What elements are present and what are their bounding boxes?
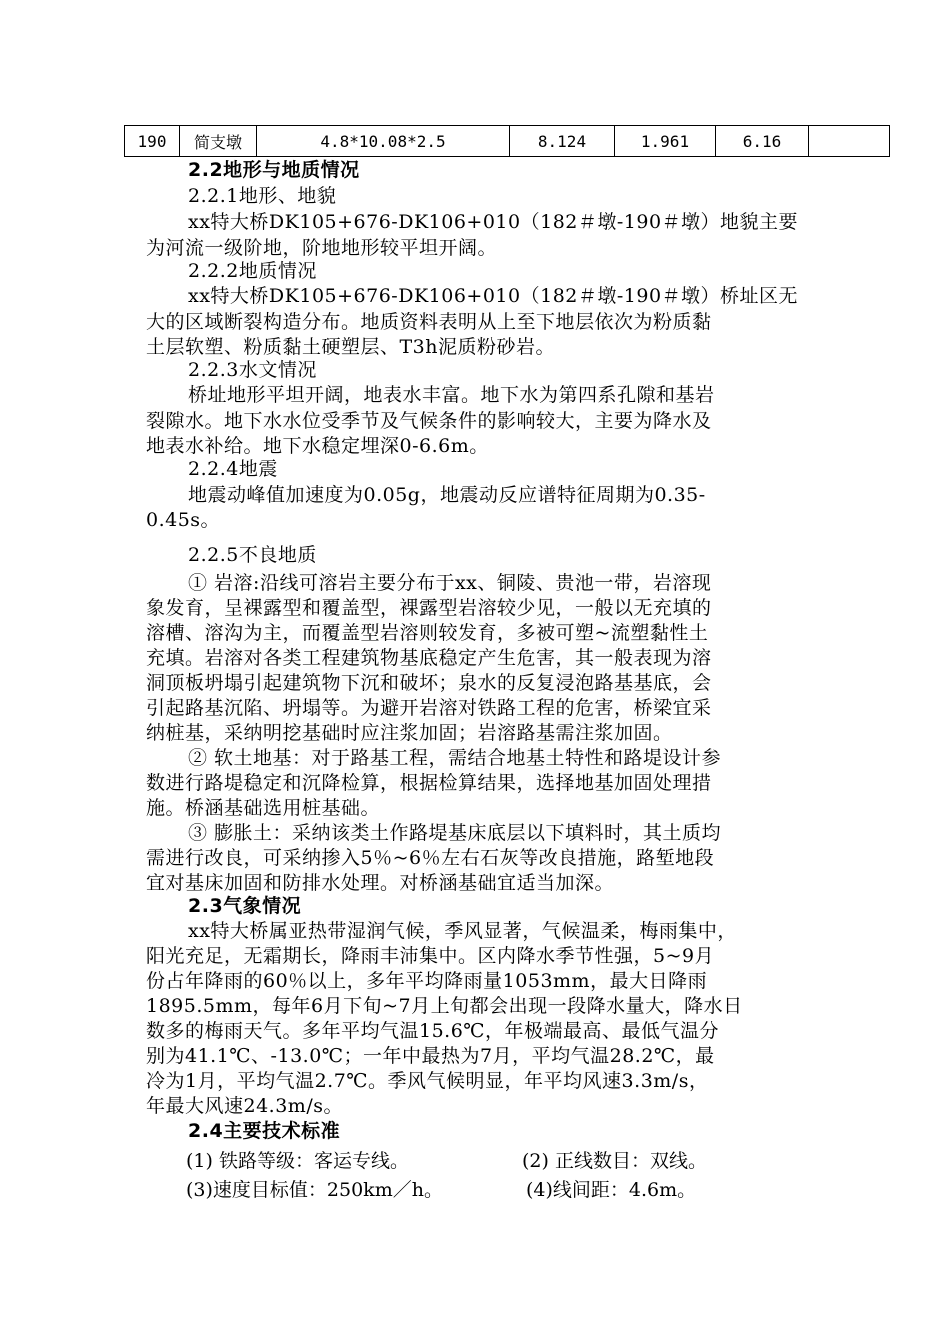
subheading-2-2-5: 2.2.5不良地质 — [188, 544, 317, 566]
paragraph-line: 地表水补给。地下水稳定埋深0-6.6m。 — [146, 435, 489, 457]
paragraph-line: 裂隙水。地下水水位受季节及气候条件的影响较大，主要为降水及 — [146, 410, 712, 432]
paragraph-line: 宜对基床加固和防排水处理。对桥涵基础宜适当加深。 — [146, 872, 615, 894]
pier-table — [124, 125, 890, 157]
subheading-2-2-3: 2.2.3水文情况 — [188, 359, 317, 381]
paragraph-line: 象发育，呈裸露型和覆盖型，裸露型岩溶较少见，一般以无充填的 — [146, 597, 712, 619]
cell-dimensions: 4.8*10.08*2.5 — [257, 126, 510, 157]
subheading-2-2-1: 2.2.1地形、地貌 — [188, 185, 337, 207]
cell-empty — [809, 126, 890, 157]
paragraph-line: 地震动峰值加速度为0.05g，地震动反应谱特征周期为0.35- — [188, 484, 706, 506]
paragraph-line: 1895.5mm，每年6月下旬~7月上旬都会出现一段降水量大，降水日 — [146, 995, 743, 1017]
paragraph-line: 桥址地形平坦开阔，地表水丰富。地下水为第四系孔隙和基岩 — [188, 384, 715, 406]
paragraph-line: ③ 膨胀土：采纳该类土作路堤基床底层以下填料时，其土质均 — [188, 822, 722, 844]
paragraph-line: 纳桩基，采纳明挖基础时应注浆加固；岩溶路基需注浆加固。 — [146, 722, 673, 744]
paragraph-line: ② 软土地基：对于路基工程，需结合地基土特性和路堤设计参 — [188, 747, 722, 769]
subheading-2-2-2: 2.2.2地质情况 — [188, 260, 317, 282]
paragraph-line: 引起路基沉陷、坍塌等。为避开岩溶对铁路工程的危害，桥梁宜采 — [146, 697, 712, 719]
paragraph-line: 数进行路堤稳定和沉降检算，根据检算结果，选择地基加固处理措 — [146, 772, 712, 794]
paragraph-line: 阳光充足，无霜期长，降雨丰沛集中。区内降水季节性强，5~9月 — [146, 945, 715, 967]
paragraph-line: 0.45s。 — [146, 509, 221, 531]
paragraph-line: xx特大桥DK105+676-DK106+010（182＃墩-190＃墩）地貌主要 — [188, 211, 799, 233]
cell-value-2: 1.961 — [615, 126, 716, 157]
paragraph-line: 土层软塑、粉质黏土硬塑层、T3h泥质粉砂岩。 — [146, 336, 555, 358]
standard-item: (3)速度目标值：250km／h。 — [186, 1179, 443, 1201]
heading-2-2: 2.2地形与地质情况 — [188, 159, 360, 181]
standard-item: (2) 正线数目：双线。 — [522, 1150, 707, 1172]
paragraph-line: ① 岩溶:沿线可溶岩主要分布于xx、铜陵、贵池一带，岩溶现 — [188, 572, 712, 594]
table-row — [125, 126, 890, 157]
paragraph-line: 别为41.1℃、-13.0℃；一年中最热为7月，平均气温28.2℃，最 — [146, 1045, 715, 1067]
paragraph-line: 冷为1月，平均气温2.7℃。季风气候明显，年平均风速3.3m/s， — [146, 1070, 709, 1092]
paragraph-line: 为河流一级阶地，阶地地形较平坦开阔。 — [146, 237, 498, 259]
paragraph-line: 溶槽、溶沟为主，而覆盖型岩溶则较发育，多被可塑~流塑黏性土 — [146, 622, 709, 644]
paragraph-line: 份占年降雨的60％以上，多年平均降雨量1053mm，最大日降雨 — [146, 970, 708, 992]
standard-item: (1) 铁路等级：客运专线。 — [186, 1150, 409, 1172]
subheading-2-2-4: 2.2.4地震 — [188, 458, 278, 480]
heading-2-3: 2.3气象情况 — [188, 895, 302, 917]
paragraph-line: xx特大桥DK105+676-DK106+010（182＃墩-190＃墩）桥址区无 — [188, 285, 799, 307]
paragraph-line: 洞顶板坍塌引起建筑物下沉和破坏；泉水的反复浸泡路基基底，会 — [146, 672, 712, 694]
heading-2-4: 2.4主要技术标准 — [188, 1120, 341, 1142]
cell-pier-no: 190 — [125, 126, 180, 157]
cell-type: 简支墩 — [180, 126, 257, 157]
cell-value-3: 6.16 — [716, 126, 809, 157]
paragraph-line: 数多的梅雨天气。多年平均气温15.6℃，年极端最高、最低气温分 — [146, 1020, 720, 1042]
paragraph-line: 年最大风速24.3m/s。 — [146, 1095, 343, 1117]
standard-item: (4)线间距：4.6m。 — [526, 1179, 697, 1201]
cell-value-1: 8.124 — [510, 126, 615, 157]
paragraph-line: 施。桥涵基础选用桩基础。 — [146, 797, 381, 819]
paragraph-line: 充填。岩溶对各类工程建筑物基底稳定产生危害，其一般表现为溶 — [146, 647, 712, 669]
paragraph-line: xx特大桥属亚热带湿润气候，季风显著，气候温柔，梅雨集中， — [188, 920, 737, 942]
paragraph-line: 大的区域断裂构造分布。地质资料表明从上至下地层依次为粉质黏 — [146, 311, 712, 333]
paragraph-line: 需进行改良，可采纳掺入5％~6％左右石灰等改良措施，路堑地段 — [146, 847, 715, 869]
